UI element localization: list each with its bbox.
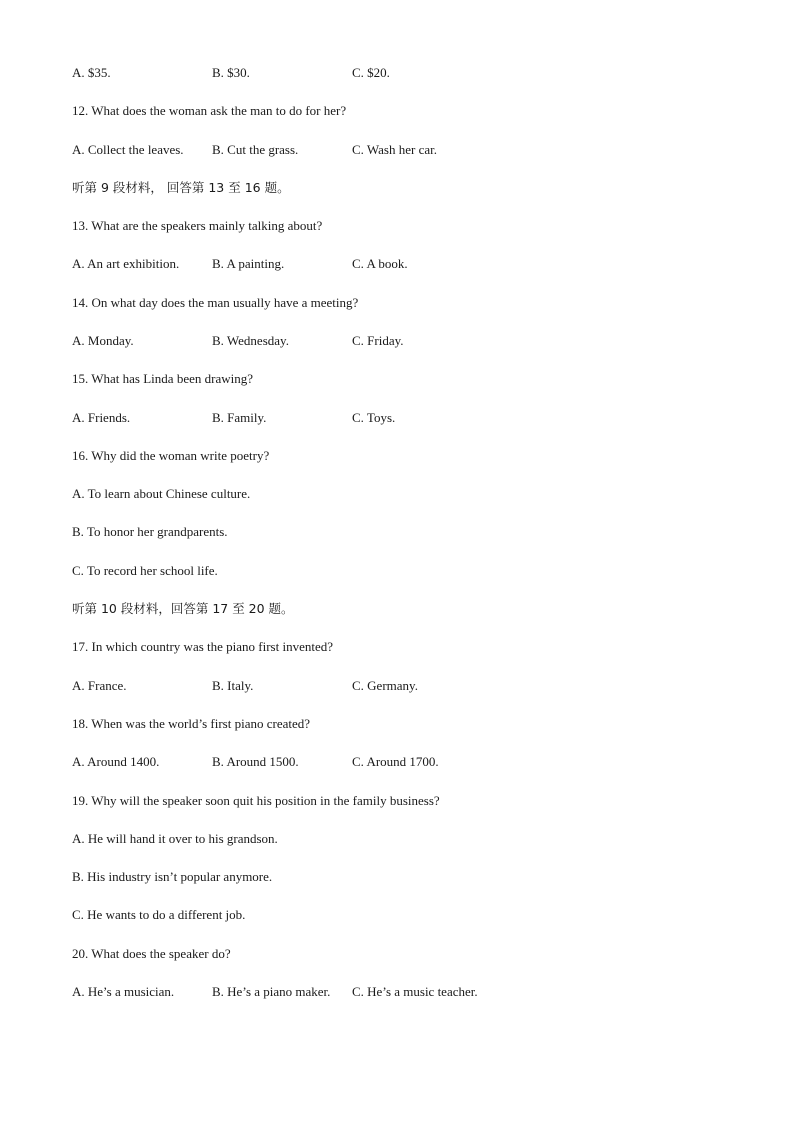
q20-option-a: A. He’s a musician.: [72, 984, 175, 999]
q19-option-c: C. He wants to do a different job.: [72, 907, 246, 922]
q16-option-b: B. To honor her grandparents.: [72, 524, 228, 539]
q17-option-b: B. Italy.: [212, 678, 254, 693]
section-10-heading: 听第 10 段材料，回答第 17 至 20 题。: [72, 601, 294, 616]
q13-question: 13. What are the speakers mainly talking about?: [72, 218, 323, 233]
q18-option-c: C. Around 1700.: [352, 754, 439, 769]
q15-option-b: B. Family.: [212, 410, 267, 425]
q20-question: 20. What does the speaker do?: [72, 946, 231, 961]
q16-question: 16. Why did the woman write poetry?: [72, 448, 270, 463]
q14-option-c: C. Friday.: [352, 333, 404, 348]
q13-option-b: B. A painting.: [212, 256, 285, 271]
q17-option-a: A. France.: [72, 678, 127, 693]
q15-option-a: A. Friends.: [72, 410, 131, 425]
section-9-heading: 听第 9 段材料， 回答第 13 至 16 题。: [72, 180, 290, 195]
q12-option-a: A. Collect the leaves.: [72, 142, 184, 157]
q19-question: 19. Why will the speaker soon quit his position in the family business?: [72, 793, 440, 808]
q13-option-c: C. A book.: [352, 256, 408, 271]
q12-option-c: C. Wash her car.: [352, 142, 437, 157]
q18-option-a: A. Around 1400.: [72, 754, 160, 769]
q20-option-c: C. He’s a music teacher.: [352, 984, 478, 999]
q16-option-a: A. To learn about Chinese culture.: [72, 486, 251, 501]
q11-option-c: C. $20.: [352, 65, 390, 80]
q17-question: 17. In which country was the piano first invented?: [72, 639, 334, 654]
q14-option-a: A. Monday.: [72, 333, 134, 348]
q12-question: 12. What does the woman ask the man to do for her?: [72, 103, 347, 118]
q15-question: 15. What has Linda been drawing?: [72, 371, 253, 386]
q18-question: 18. When was the world’s first piano created?: [72, 716, 311, 731]
q11-option-b: B. $30.: [212, 65, 250, 80]
q17-option-c: C. Germany.: [352, 678, 418, 693]
q19-option-b: B. His industry isn’t popular anymore.: [72, 869, 273, 884]
q16-option-c: C. To record her school life.: [72, 563, 218, 578]
q19-option-a: A. He will hand it over to his grandson.: [72, 831, 278, 846]
q20-option-b: B. He’s a piano maker.: [212, 984, 331, 999]
q14-option-b: B. Wednesday.: [212, 333, 289, 348]
q14-question: 14. On what day does the man usually have a meeting?: [72, 295, 359, 310]
q18-option-b: B. Around 1500.: [212, 754, 299, 769]
q13-option-a: A. An art exhibition.: [72, 256, 180, 271]
q15-option-c: C. Toys.: [352, 410, 396, 425]
q11-option-a: A. $35.: [72, 65, 111, 80]
q12-option-b: B. Cut the grass.: [212, 142, 299, 157]
